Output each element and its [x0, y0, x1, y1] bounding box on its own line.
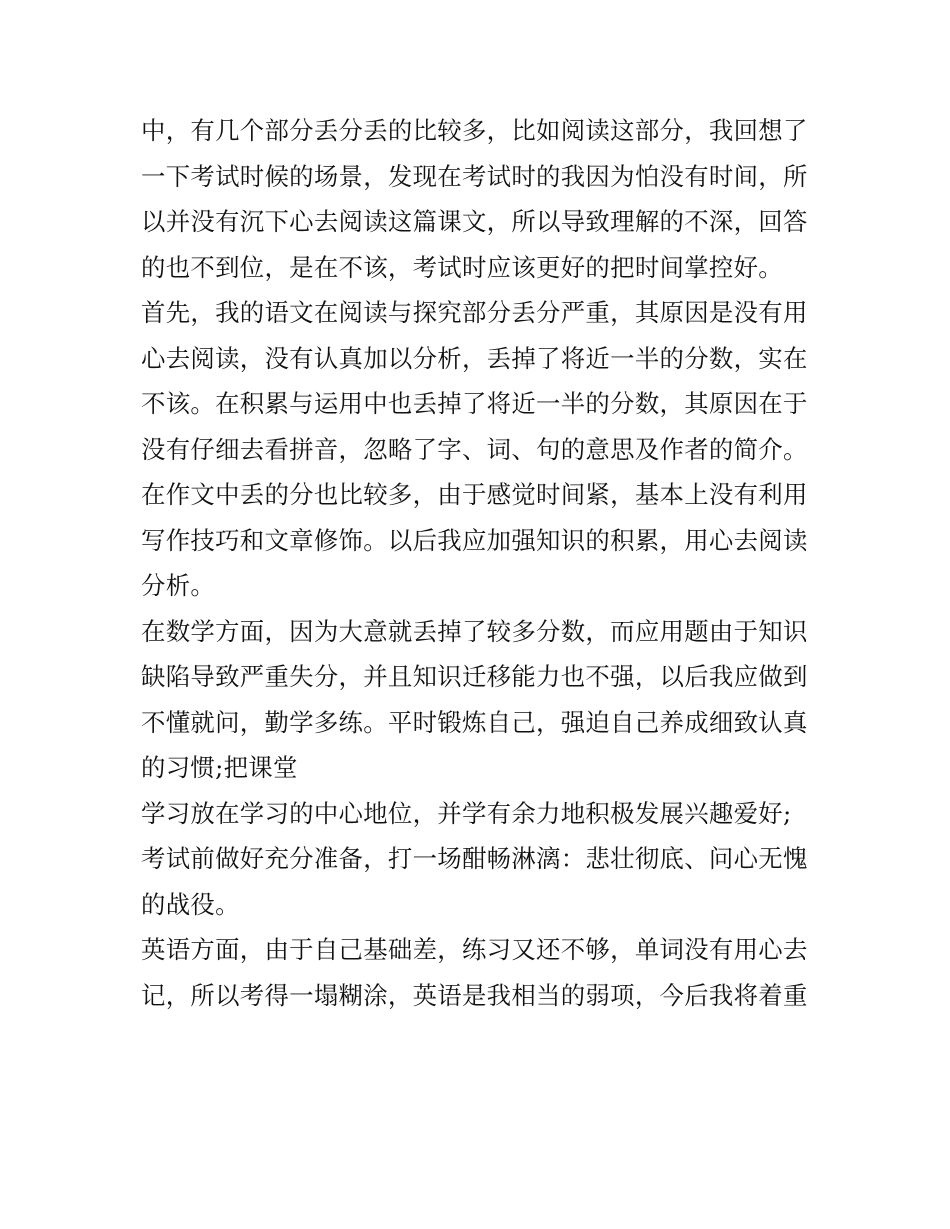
text-line: 分析。	[141, 571, 216, 600]
text-line: 考试前做好充分准备，打一场酣畅淋漓：悲壮彻底、问心无愧	[141, 844, 808, 873]
text-line: 的战役。	[141, 889, 240, 919]
text-line: 在数学方面，因为大意就丢掉了较多分数，而应用题由于知识	[141, 616, 808, 646]
text-line: 心去阅读，没有认真加以分析，丢掉了将近一半的分数，实在	[141, 343, 808, 373]
text-line: 一下考试时候的场景，发现在考试时的我因为怕没有时间，所	[141, 161, 808, 191]
text-line: 的习惯;把课堂	[141, 753, 298, 782]
text-line: 不该。在积累与运用中也丢掉了将近一半的分数，其原因在于	[141, 389, 808, 418]
text-line: 中，有几个部分丢分丢的比较多，比如阅读这部分，我回想了	[141, 116, 808, 145]
text-line: 不懂就问，勤学多练。平时锻炼自己，强迫自己养成细致认真	[141, 707, 808, 737]
text-line: 以并没有沉下心去阅读这篇课文，所以导致理解的不深，回答	[141, 207, 808, 236]
text-line: 在作文中丢的分也比较多，由于感觉时间紧，基本上没有利用	[141, 480, 808, 509]
text-line: 记，所以考得一塌糊涂，英语是我相当的弱项，今后我将着重	[141, 980, 808, 1010]
text-line: 英语方面，由于自己基础差，练习又还不够，单词没有用心去	[141, 935, 808, 964]
text-line: 学习放在学习的中心地位，并学有余力地积极发展兴趣爱好;	[141, 798, 792, 828]
text-line: 的也不到位，是在不该，考试时应该更好的把时间掌控好。	[141, 252, 783, 282]
text-line: 首先，我的语文在阅读与探究部分丢分严重，其原因是没有用	[141, 298, 808, 327]
text-line: 写作技巧和文章修饰。以后我应加强知识的积累，用心去阅读	[141, 525, 808, 555]
text-line: 缺陷导致严重失分，并且知识迁移能力也不强，以后我应做到	[141, 662, 808, 691]
document-body	[141, 108, 821, 1018]
text-line: 没有仔细去看拼音，忽略了字、词、句的意思及作者的简介。	[141, 434, 808, 464]
